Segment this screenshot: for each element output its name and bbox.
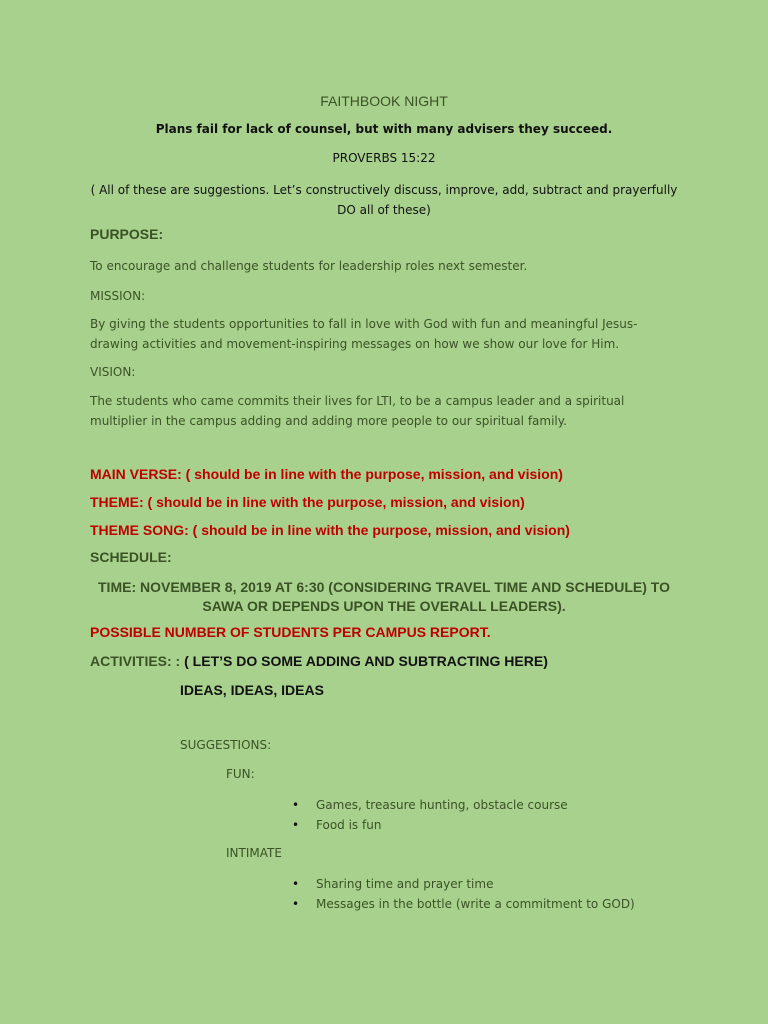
bullet-icon: • <box>292 818 300 832</box>
ideas-heading: IDEAS, IDEAS, IDEAS <box>180 682 324 698</box>
suggestion-note: ( All of these are suggestions. Let’s constructively discuss, improve, add, subtract and prayerfully DO all of these) <box>90 183 678 217</box>
possible-number-line: POSSIBLE NUMBER OF STUDENTS PER CAMPUS REPORT. <box>90 624 491 640</box>
theme-line: THEME: ( should be in line with the purpose, mission, and vision) <box>90 494 525 510</box>
suggestions-heading: SUGGESTIONS: <box>180 738 272 752</box>
mission-heading: MISSION: <box>90 289 146 303</box>
schedule-time: TIME: NOVEMBER 8, 2019 AT 6:30 (CONSIDERING TRAVEL TIME AND SCHEDULE) TO SAWA OR DEPENDS UPON THE OVERALL LEADERS). <box>98 579 670 614</box>
intimate-list <box>292 874 635 914</box>
list-item <box>292 795 568 815</box>
activities-line <box>90 653 548 669</box>
activities-note: ( LET’S DO SOME ADDING AND SUBTRACTING HERE) <box>184 653 548 669</box>
bullet-icon: • <box>292 798 300 812</box>
list-item <box>292 815 568 835</box>
list-item <box>292 894 635 914</box>
intimate-heading: INTIMATE <box>226 846 282 860</box>
list-item-text: Sharing time and prayer time <box>316 877 494 891</box>
fun-list <box>292 795 568 835</box>
list-item-text: Food is fun <box>316 818 382 832</box>
bullet-icon: • <box>292 877 300 891</box>
vision-text: The students who came commits their lives for LTI, to be a campus leader and a spiritual multiplier in the campus adding and adding more people to our spiritual family. <box>90 394 625 428</box>
bullet-icon: • <box>292 897 300 911</box>
theme-song-line: THEME SONG: ( should be in line with the purpose, mission, and vision) <box>90 522 570 538</box>
vision-heading: VISION: <box>90 365 136 379</box>
mission-text: By giving the students opportunities to fall in love with God with fun and meaningful Jesus-drawing activities and movement-inspiring messages on how we show our love for Him. <box>90 317 638 351</box>
list-item-text: Messages in the bottle (write a commitment to GOD) <box>316 897 635 911</box>
purpose-text: To encourage and challenge students for leadership roles next semester. <box>90 259 528 273</box>
schedule-heading: SCHEDULE: <box>90 549 172 565</box>
page-title: FAITHBOOK NIGHT <box>320 93 448 109</box>
fun-heading: FUN: <box>226 767 255 781</box>
purpose-heading: PURPOSE: <box>90 226 164 242</box>
scripture-reference: PROVERBS 15:22 <box>332 151 436 165</box>
activities-label: ACTIVITIES: : <box>90 653 181 669</box>
list-item-text: Games, treasure hunting, obstacle course <box>316 798 568 812</box>
list-item <box>292 874 635 894</box>
main-verse-line: MAIN VERSE: ( should be in line with the purpose, mission, and vision) <box>90 466 563 482</box>
scripture-quote: Plans fail for lack of counsel, but with many advisers they succeed. <box>155 122 613 136</box>
